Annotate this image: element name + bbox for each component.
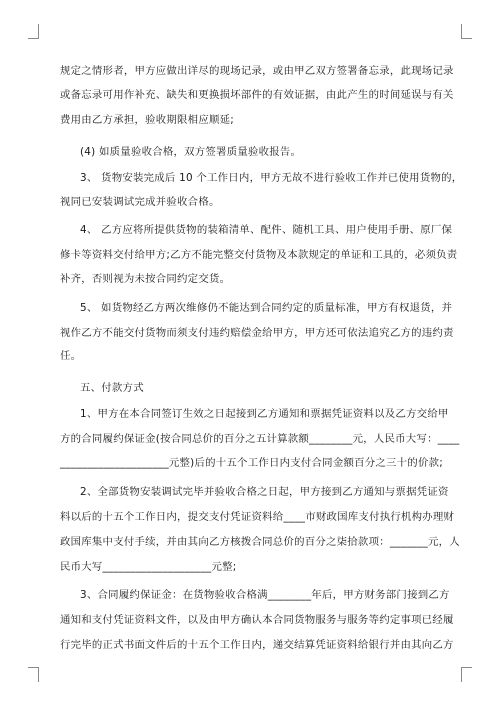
- text-line: ____________________元整)后的十五个工作日内支付合同金额百分之三十的价款;: [60, 457, 443, 469]
- text-line: 民币大写____________________元整;: [60, 561, 237, 573]
- text-line: 修卡等资料交付给甲方;乙方不能完整交付货物及本款规定的单证和工具的，必须负责: [60, 249, 458, 261]
- text-line: 费用由乙方承担，验收期限相应顺延;: [60, 114, 234, 126]
- text-line: 或备忘录可用作补充、缺失和更换损坏部件的有效证据，由此产生的时间延误与有关: [60, 89, 454, 101]
- crop-mark-bottom-right: [461, 667, 472, 682]
- section-heading: 五、付款方式: [80, 382, 144, 394]
- text-line: 2、全部货物安装调试完毕并验收合格之日起，甲方接到乙方通知与票据凭证资: [80, 486, 449, 498]
- text-line: 通知和支付凭证资料文件，以及由甲方确认本合同货物服务与服务等约定事项已经履: [60, 614, 454, 626]
- crop-mark-bottom-left: [28, 667, 39, 682]
- text-line: 政国库集中支付手续，并由其向乙方核拨合同总价的百分之柒拾款项：_______元，人: [60, 536, 460, 548]
- text-line: 5、 如货物经乙方两次维修仍不能达到合同约定的质量标准，甲方有权退货，并: [80, 302, 453, 314]
- text-line: 任。: [60, 350, 82, 362]
- text-line: 4、 乙方应将所提供货物的装箱清单、配件、随机工具、用户使用手册、原厂保: [80, 224, 453, 236]
- text-line: 方的合同履约保证金(按合同总价的百分之五计算款额________元，人民币大写：____: [60, 433, 460, 445]
- text-line: 视同已安装调试完成并验收合格。: [60, 196, 220, 208]
- text-line: 视作乙方不能交付货物而须支付违约赔偿金给甲方，甲方还可依法追究乙方的违约责: [60, 327, 454, 339]
- text-line: 行完毕的正式书面文件后的十五个工作日内，递交结算凭证资料给银行并由其向乙方: [60, 639, 454, 651]
- text-line: 补齐，否则视为未按合同约定交货。: [60, 273, 231, 285]
- crop-mark-top-right: [461, 24, 472, 39]
- text-line: 1、甲方在本合同签订生效之日起接到乙方通知和票据凭证资料以及乙方交给甲: [80, 408, 449, 420]
- text-line: (4) 如质量验收合格，双方签署质量验收报告。: [80, 146, 302, 158]
- text-line: 3、合同履约保证金：在货物验收合格满________年后，甲方财务部门接到乙方: [80, 589, 450, 601]
- crop-mark-top-left: [28, 24, 39, 39]
- text-line: 料以后的十五个工作日内，提交支付凭证资料给____市财政国库支付执行机构办理财: [60, 511, 455, 523]
- text-line: 3、 货物安装完成后 10 个工作日内，甲方无故不进行验收工作并已使用货物的，: [80, 172, 463, 184]
- text-line: 规定之情形者，甲方应做出详尽的现场记录，或由甲乙双方签署备忘录，此现场记录: [60, 65, 454, 77]
